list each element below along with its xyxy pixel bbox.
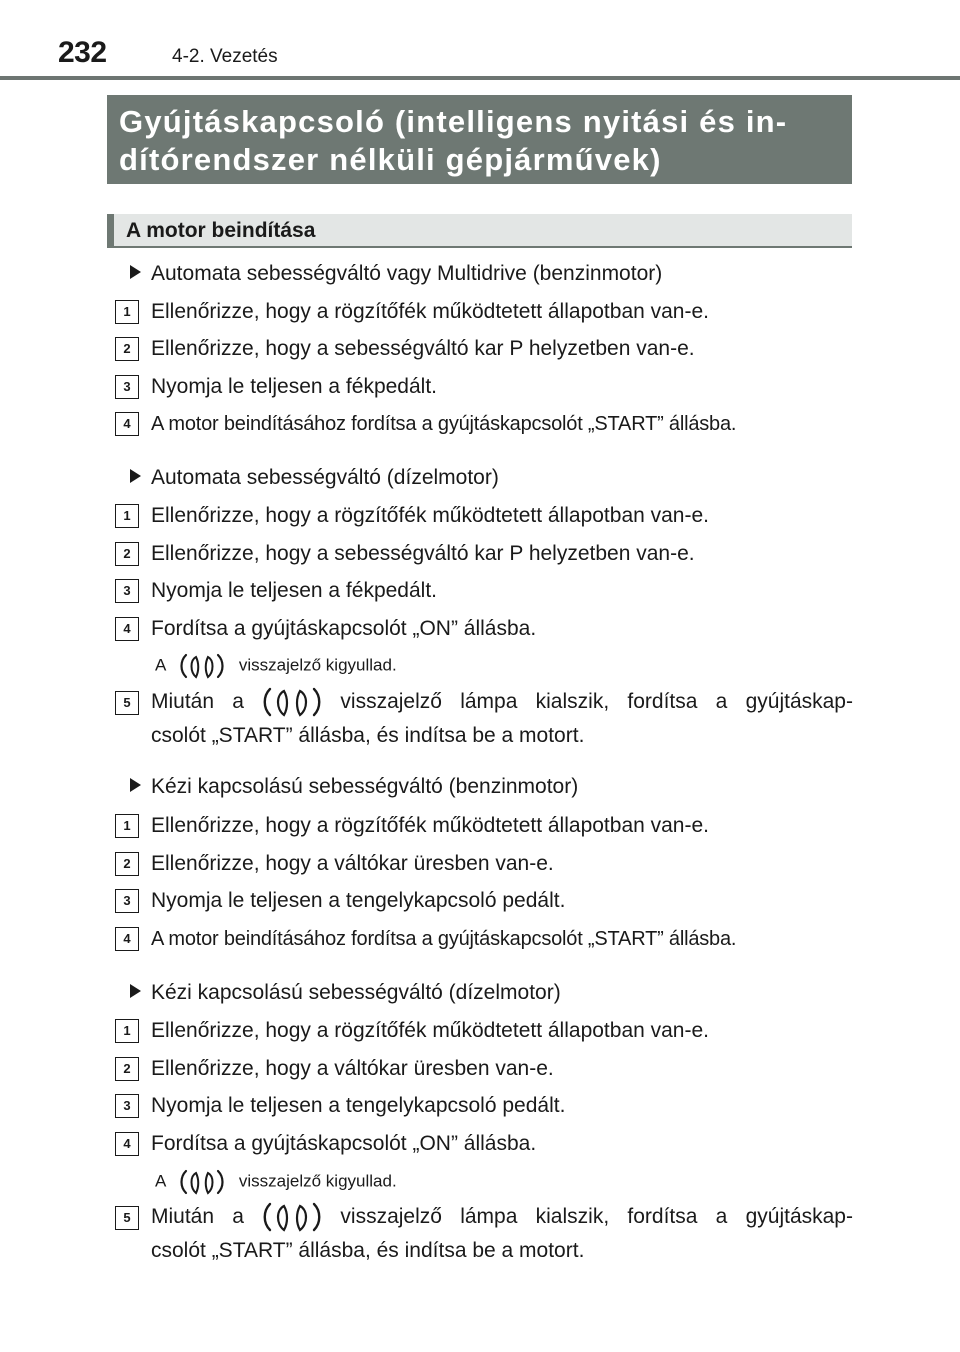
- step-text: A motor beindításához fordítsa a gyújtáskapcsolót „START” állásba.: [151, 928, 737, 950]
- step-word: a: [715, 690, 728, 713]
- glow-plug-indicator-icon: [262, 1201, 322, 1233]
- step-number-box: 4: [115, 412, 139, 436]
- glow-plug-indicator-icon: [180, 1169, 224, 1195]
- step-number-box: 3: [115, 889, 139, 913]
- step-text: Ellenőrizze, hogy a rögzítőfék működtetett állapotban van-e.: [151, 300, 709, 323]
- step-text: Fordítsa a gyújtáskapcsolót „ON” állásba.: [151, 1132, 537, 1155]
- page-title: [107, 95, 852, 184]
- step-text: Ellenőrizze, hogy a rögzítőfék működtetett állapotban van-e.: [151, 814, 709, 837]
- note-after: visszajelző kigyullad.: [238, 1171, 397, 1191]
- step-text: Nyomja le teljesen a fékpedált.: [151, 579, 437, 602]
- step-number-box: 1: [115, 1019, 139, 1043]
- section-heading: A motor beindítása: [107, 214, 852, 248]
- page-title-line-2: dítórendszer nélküli gépjárművek): [119, 142, 662, 177]
- step-word: lámpa: [460, 690, 518, 713]
- header-rule: [0, 76, 960, 80]
- note: [155, 653, 397, 679]
- step-text: Ellenőrizze, hogy a sebességváltó kar P helyzetben van-e.: [151, 542, 695, 565]
- step-number-box: 3: [115, 375, 139, 399]
- step-text: Ellenőrizze, hogy a váltókar üresben van-e.: [151, 852, 554, 875]
- step-text: Nyomja le teljesen a fékpedált.: [151, 375, 437, 398]
- step-word: gyújtáskap-: [745, 1205, 853, 1228]
- step-number-box: 1: [115, 300, 139, 324]
- step-number-box: 2: [115, 337, 139, 361]
- step-number-box: 4: [115, 1132, 139, 1156]
- subsection-title: [130, 465, 499, 491]
- subsection-title: [130, 261, 662, 287]
- step-paragraph-line-2: csolót „START” állásba, és indítsa be a motort.: [151, 724, 585, 747]
- page-number: 232: [58, 36, 107, 69]
- note-before: A: [155, 1171, 166, 1191]
- step-number-box: 2: [115, 542, 139, 566]
- subsection-title-text: Kézi kapcsolású sebességváltó (benzinmotor): [151, 775, 579, 798]
- step-paragraph: [151, 685, 853, 753]
- note-after: visszajelző kigyullad.: [238, 655, 397, 675]
- step-number-box: 4: [115, 617, 139, 641]
- step-number-box: 1: [115, 504, 139, 528]
- page-title-line-1: Gyújtáskapcsoló (intelligens nyitási és in-: [119, 104, 788, 139]
- note-before: A: [155, 655, 166, 675]
- step-number-box: 2: [115, 852, 139, 876]
- step-word: visszajelző: [340, 690, 442, 713]
- subsection-title-text: Kézi kapcsolású sebességváltó (dízelmotor): [151, 981, 561, 1004]
- subsection-title-text: Automata sebességváltó vagy Multidrive (benzinmotor): [151, 262, 663, 285]
- triangle-right-icon: [130, 469, 141, 483]
- step-number-box: 2: [115, 1057, 139, 1081]
- step-number-box: 5: [115, 691, 139, 715]
- note: [155, 1169, 397, 1195]
- step-number-box: 3: [115, 579, 139, 603]
- triangle-right-icon: [130, 778, 141, 792]
- step-word: gyújtáskap-: [745, 690, 853, 713]
- step-word: Miután: [151, 690, 215, 713]
- triangle-right-icon: [130, 984, 141, 998]
- subsection-title: [130, 774, 578, 800]
- step-text: A motor beindításához fordítsa a gyújtáskapcsolót „START” állásba.: [151, 413, 737, 435]
- subsection-title-text: Automata sebességváltó (dízelmotor): [151, 466, 499, 489]
- step-word: kialszik,: [535, 690, 610, 713]
- step-text: Ellenőrizze, hogy a rögzítőfék működtetett állapotban van-e.: [151, 1019, 709, 1042]
- step-number-box: 3: [115, 1094, 139, 1118]
- step-number-box: 5: [115, 1206, 139, 1230]
- step-text: Ellenőrizze, hogy a rögzítőfék működtetett állapotban van-e.: [151, 504, 709, 527]
- step-word: a: [715, 1205, 728, 1228]
- glow-plug-indicator-icon: [180, 653, 224, 679]
- step-text: Nyomja le teljesen a tengelykapcsoló pedált.: [151, 889, 566, 912]
- step-text: Ellenőrizze, hogy a váltókar üresben van-e.: [151, 1057, 554, 1080]
- triangle-right-icon: [130, 265, 141, 279]
- step-paragraph: [151, 1200, 853, 1268]
- step-paragraph-line-2: csolót „START” állásba, és indítsa be a motort.: [151, 1239, 585, 1262]
- step-word: fordítsa: [627, 1205, 698, 1228]
- step-number-box: 1: [115, 814, 139, 838]
- step-word: a: [232, 690, 244, 713]
- step-paragraph-line-1: [151, 1200, 853, 1234]
- chapter-label: 4-2. Vezetés: [172, 46, 278, 67]
- step-number-box: 4: [115, 927, 139, 951]
- step-word: fordítsa: [627, 690, 698, 713]
- subsection-title: [130, 980, 561, 1006]
- step-paragraph-line-1: [151, 685, 853, 719]
- step-text: Nyomja le teljesen a tengelykapcsoló pedált.: [151, 1094, 566, 1117]
- step-word: Miután: [151, 1205, 215, 1228]
- step-word: visszajelző: [340, 1205, 442, 1228]
- step-word: kialszik,: [535, 1205, 610, 1228]
- step-word: lámpa: [460, 1205, 518, 1228]
- step-text: Ellenőrizze, hogy a sebességváltó kar P helyzetben van-e.: [151, 337, 695, 360]
- glow-plug-indicator-icon: [262, 686, 322, 718]
- step-word: a: [232, 1205, 244, 1228]
- step-text: Fordítsa a gyújtáskapcsolót „ON” állásba.: [151, 617, 537, 640]
